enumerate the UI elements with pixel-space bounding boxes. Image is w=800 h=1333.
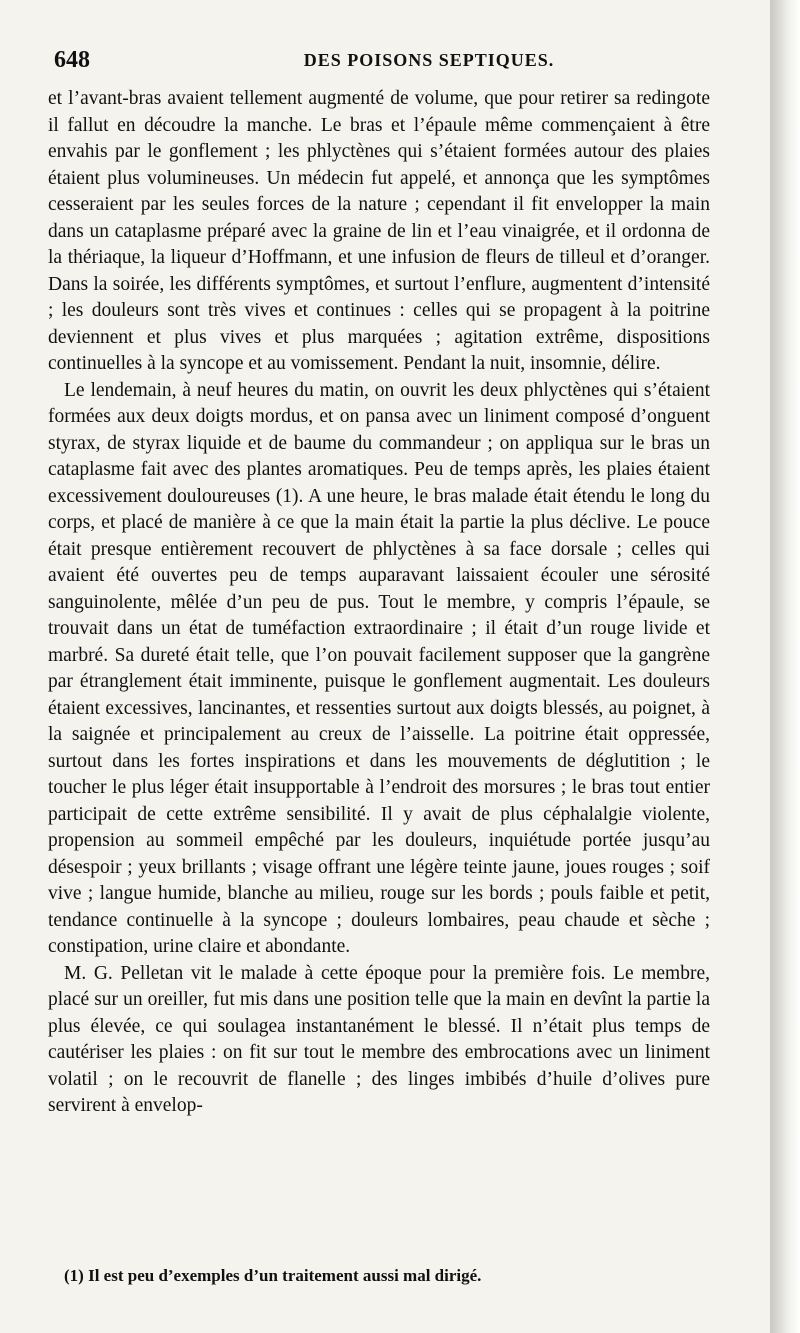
paragraph-pelletan: M. G. Pelletan vit le malade à cette époque pour la première fois. Le membre, placé sur un oreiller, fut mis dans une position telle que la main en devînt la partie la plus élevée, ce qui soulagea instantanément le blessé. Il n’était plus temps de cautériser les plaies : on fit sur tout le membre des embrocations avec un liniment volatil ; on le recouvrit de flanelle ; des linges imbibés d’huile d’olives pure servirent à envelop-	[48, 962, 710, 1116]
page-header	[54, 44, 714, 76]
running-head: DES POISONS SEPTIQUES.	[303, 50, 555, 70]
paragraph-lendemain: Le lendemain, à neuf heures du matin, on ouvrit les deux phlyctènes qui s’étaient formées aux deux doigts mordus, et on pansa avec un liniment composé d’onguent styrax, de styrax liquide et de baume du commandeur ; on appliqua sur le bras un cataplasme fait avec des plantes aromatiques. Peu de temps après, les plaies étaient excessivement douloureuses (1). A une heure, le bras malade était étendu le long du corps, et placé de manière à ce que la main était la partie la plus déclive. Le pouce était presque entièrement recouvert de phlyctènes à sa face dorsale ; celles qui avaient été ouvertes peu de temps auparavant laissaient écouler une sérosité sanguinolente, mêlée d’un peu de pus. Tout le membre, y compris l’épaule, se trouvait dans un état de tuméfaction extraordinaire ; il était d’un rouge livide et marbré. Sa dureté était telle, que l’on pouvait facilement supposer que la gangrène par étranglement était imminente, puisque le gonflement augmentait. Les douleurs étaient excessives, lancinantes, et ressenties surtout aux doigts blessés, au poignet, à la saignée et principalement au creux de l’aisselle. La poitrine était oppressée, surtout dans les fortes inspirations et dans les mouvements de déglutition ; le toucher le plus léger était insupportable à l’endroit des morsures ; le bras tout entier participait de cette extrême sensibilité. Il y avait de plus céphalalgie violente, propension au sommeil empêché par les douleurs, inquiétude portée jusqu’au désespoir ; yeux brillants ; visage offrant une légère teinte jaune, joues rouges ; soif vive ; langue humide, blanche au milieu, rouge sur les bords ; pouls faible et petit, tendance continuelle à la syncope ; douleurs lombaires, peau chaude et sèche ; constipation, urine claire et abondante.	[48, 379, 710, 957]
body-text	[48, 86, 710, 1120]
paragraph-continuation: et l’avant-bras avaient tellement augmenté de volume, que pour retirer sa redingote il fallut en découdre la manche. Le bras et l’épaule même commençaient à être envahis par le gonflement ; les phlyctènes qui s’étaient formées autour des plaies étaient plus volumineuses. Un médecin fut appelé, et annonça que les symptômes cesseraient par les seules forces de la nature ; cependant il fit envelopper la main dans un cataplasme préparé avec la graine de lin et l’eau vinaigrée, et il ordonna de la thériaque, la liqueur d’Hoffmann, et une infusion de fleurs de tilleul et d’oranger. Dans la soirée, les différents symptômes, et surtout l’enflure, augmentent d’intensité ; les douleurs sont très vives et continues : celles qui se propagent à la poitrine deviennent et plus vives et plus marquées ; agitation extrême, dispositions continuelles à la syncope et au vomissement. Pendant la nuit, insomnie, délire.	[48, 88, 710, 374]
footnote: (1) Il est peu d’exemples d’un traitement aussi mal dirigé.	[64, 1266, 482, 1285]
page-edge-shadow	[770, 0, 800, 1333]
page-number: 648	[54, 47, 90, 73]
